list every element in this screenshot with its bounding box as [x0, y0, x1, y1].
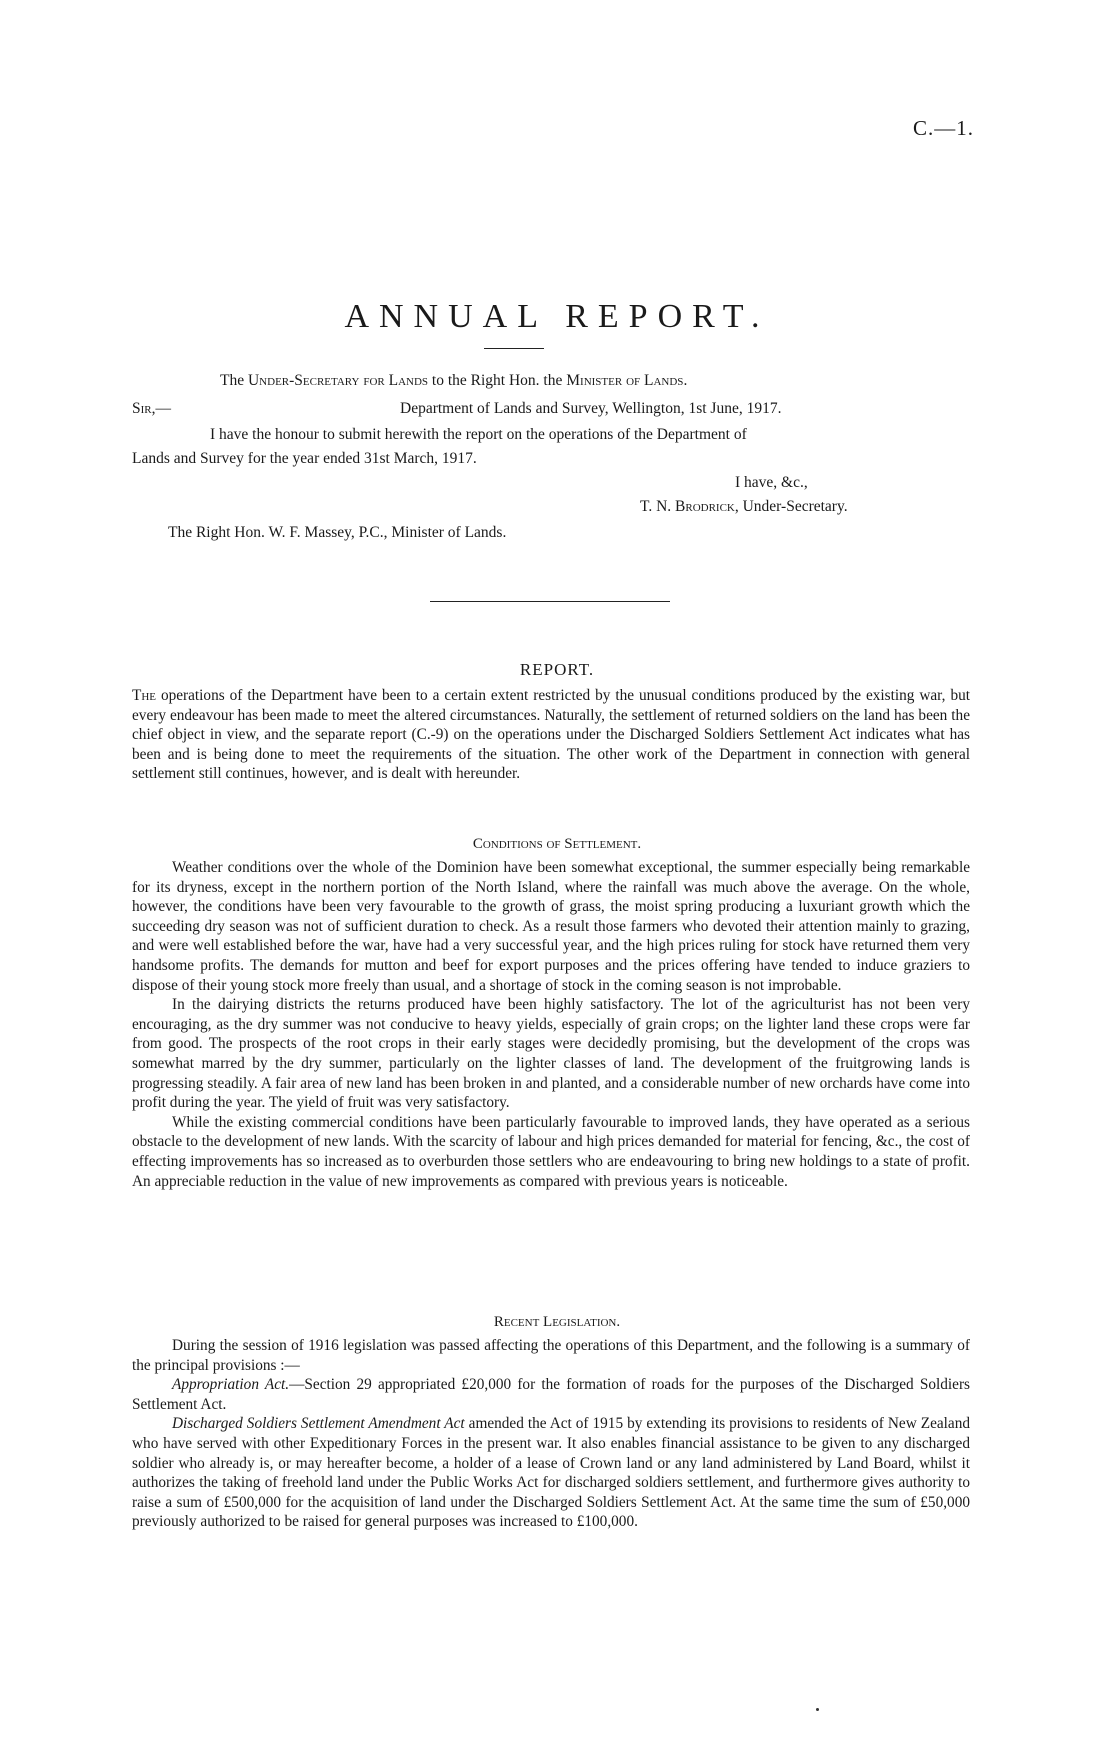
from-mid: to the Right Hon. the — [431, 372, 563, 389]
signature-title: , Under-Secretary. — [734, 498, 848, 515]
report-intro — [132, 686, 970, 784]
conditions-section — [132, 858, 970, 1191]
conditions-paragraph-1: Weather conditions over the whole of the Dominion have been somewhat exceptional, the summer especially being remarkable for its dryness, except in the northern portion of the North Island, where the rainfall was much above the average. On the whole, however, the conditions have been very favourable to the growth of grass, the moist spring producing a luxuriant growth which the succeeding dry season was not of sufficient duration to check. As a result those farmers who devoted their attention mainly to grazing, and were well established before the war, have had a very successful year, and the high prices ruling for stock have returned them very handsome profits. The demands for mutton and beef for export purposes and the prices offering have tended to induce graziers to dispose of their young stock more freely than usual, and a shortage of stock in the coming season is not improbable. — [132, 859, 970, 994]
signature — [640, 498, 848, 516]
legislation-paragraph-1: During the session of 1916 legislation was passed affecting the operations of this Department, and the following is a summary of the principal provisions :— — [132, 1337, 970, 1374]
document-code: C.—1. — [912, 116, 974, 140]
conditions-heading: Conditions of Settlement. — [472, 836, 642, 852]
title-divider — [484, 348, 544, 349]
salutation: Sir,— — [132, 400, 171, 417]
appropriation-act-title: Appropriation Act. — [172, 1376, 290, 1394]
report-heading: REPORT. — [519, 660, 595, 679]
intro-text: operations of the Department have been to a certain extent restricted by the unusual conditions produced by the existing war, but every endeavour has been made to meet the altered circumstances. Naturally, the settlement of returned soldiers on the land has been the chief object in view, and the separate report (C.-9) on the operations under the Discharged Soldiers Settlement Act indicates what has been and is being done to meet the requirements of the situation. The other work of the Department in connection with general settlement still continues, however, and is dealt with hereunder. — [132, 687, 970, 783]
signature-initials: T. N. — [640, 498, 672, 515]
from-pre: The — [220, 372, 245, 389]
conditions-paragraph-2: In the dairying districts the returns produced have been highly satisfactory. The lot of the agriculturist has not been very encouraging, as the dry summer was not conducive to heavy yields, especially of grain crops; on the lighter land these crops were far from good. The prospects of the root crops in their early stages were decidedly promising, but the development of the crops was somewhat marred by the dry summer, particularly on the lighter classes of land. The development of the fruitgrowing lands is progressing steadily. A fair area of new land has been broken in and planted, and a considerable number of new orchards have come into profit during the year. The yield of fruit was very satisfactory. — [132, 996, 970, 1112]
intro-lead: The — [132, 687, 157, 704]
dssa-text: amended the Act of 1915 by extending its provisions to residents of New Zealand who have served with other Expeditionary Forces in the present war. It also enables financial assistance to be given to any discharged soldier who already is, or may hereafter become, a holder of a lease of Crown land or any land administered by Land Board, whilst it authorizes the taking of freehold land under the Public Works Act for discharged soldiers settlement, and furthermore gives authority to raise a sum of £500,000 for the acquisition of land under the Discharged Soldiers Settlement Act. At the same time the sum of £50,000 previously authorized to be raised for general purposes was increased to £100,000. — [132, 1415, 970, 1531]
dept-date: Department of Lands and Survey, Wellington, 1st June, 1917. — [400, 400, 782, 417]
letter-body-line-1: I have the honour to submit herewith the report on the operations of the Department of — [210, 426, 747, 443]
signature-name: Brodrick — [675, 498, 735, 515]
from-minister: Minister of Lands — [566, 372, 684, 389]
addressee: The Right Hon. W. F. Massey, P.C., Minister of Lands. — [168, 524, 507, 541]
from-end: . — [683, 372, 688, 389]
report-title: ANNUAL REPORT. — [344, 298, 770, 335]
dssa-paragraph — [132, 1414, 970, 1532]
from-under-secretary: Under-Secretary for Lands — [247, 372, 429, 389]
dssa-title: Discharged Soldiers Settlement Amendment Act — [172, 1415, 465, 1433]
letter-body-line-2: Lands and Survey for the year ended 31st March, 1917. — [132, 450, 477, 467]
appropriation-act-text: —Section 29 appropriated £20,000 for the formation of roads for the purposes of the Discharged Soldiers Settlement Act. — [132, 1376, 970, 1413]
conditions-paragraph-3: While the existing commercial conditions have been particularly favourable to improved lands, they have operated as a serious obstacle to the development of new lands. With the scarcity of labour and high prices demanded for material for fencing, &c., the cost of effecting improvements has so increased as to overburden those settlers who are endeavouring to bring new holdings to a state of profit. An appreciable reduction in the value of new improvements as compared with previous years is noticeable. — [132, 1113, 970, 1190]
letter-from-line — [220, 372, 687, 390]
letter-closing: I have, &c., — [735, 474, 808, 491]
page-mark — [816, 1708, 819, 1711]
legislation-heading: Recent Legislation. — [493, 1314, 621, 1330]
section-divider — [430, 601, 670, 602]
legislation-section — [132, 1336, 970, 1532]
appropriation-paragraph — [132, 1375, 970, 1414]
